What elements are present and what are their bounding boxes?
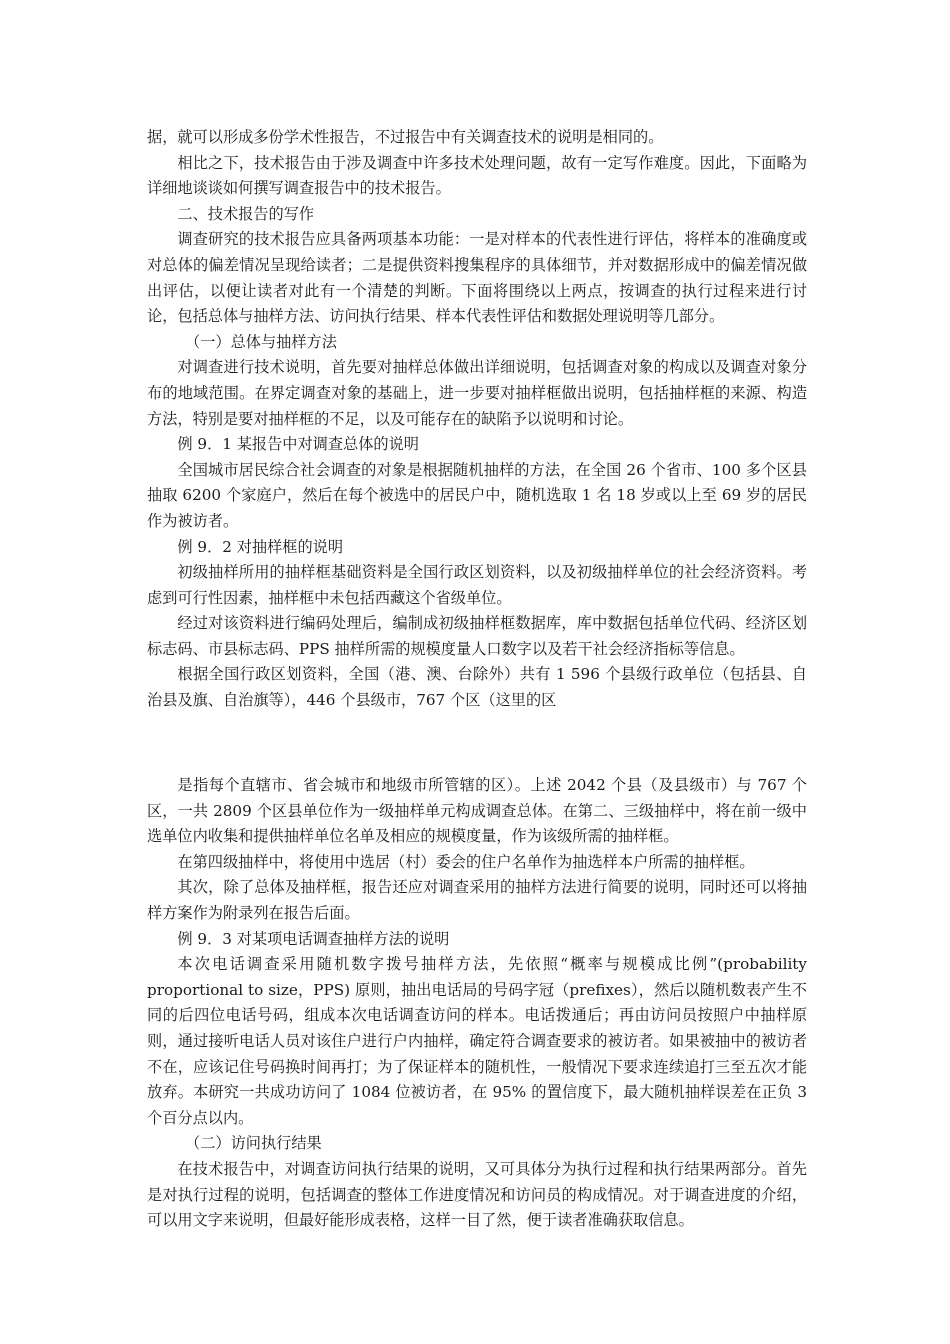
paragraph-database: 经过对该资料进行编码处理后，编制成初级抽样框数据库，库中数据包括单位代码、经济区划标志码、市县标志码、PPS 抽样所需的规模度量人口数字以及若干社会经济指标等信息。 — [147, 614, 807, 658]
paragraph-example-9-1: 全国城市居民综合社会调查的对象是根据随机抽样的方法，在全国 26 个省市、100 多个区县抽取 6200 个家庭户，然后在每个被选中的居民户中，随机选取 1 名 18 岁或以上至 69 岁的居民作为被访者。 — [147, 460, 807, 530]
text-block-upper — [147, 125, 807, 714]
example-heading-9-1: 例 9．1 某报告中对调查总体的说明 — [177, 435, 419, 454]
paragraph-admin-divisions: 根据全国行政区划资料，全国（港、澳、台除外）共有 1 596 个县级行政单位（包括县、自治县及旗、自治旗等），446 个县级市，767 个区（这里的区 — [147, 665, 807, 710]
paragraph-comparison: 相比之下，技术报告由于涉及调查中许多技术处理问题，故有一定写作难度。因此，下面略为详细地谈谈如何撰写调查报告中的技术报告。 — [147, 153, 807, 198]
paragraph-sampling-frame: 初级抽样所用的抽样框基础资料是全国行政区划资料，以及初级抽样单位的社会经济资料。考虑到可行性因素，抽样框中未包括西藏这个省级单位。 — [147, 563, 807, 607]
paragraph-functions: 调查研究的技术报告应具备两项基本功能：一是对样本的代表性进行评估，将样本的准确度或对总体的偏差情况呈现给读者；二是提供资料搜集程序的具体细节，并对数据形成中的偏差情况做出评估，以便让读者对此有一个清楚的判断。下面将围绕以上两点，按调查的执行过程来进行讨论，包括总体与抽样方法、访问执行结果、样本代表性评估和数据处理说明等几部分。 — [147, 230, 807, 326]
section-heading-technical-report: 二、技术报告的写作 — [177, 204, 315, 223]
paragraph-population: 对调查进行技术说明，首先要对抽样总体做出详细说明，包括调查对象的构成以及调查对象分布的地域范围。在界定调查对象的基础上，进一步要对抽样框做出说明，包括抽样框的来源、构造方法，特别是要对抽样框的不足，以及可能存在的缺陷予以说明和讨论。 — [147, 358, 807, 428]
example-heading-9-3: 例 9．3 对某项电话调查抽样方法的说明 — [177, 929, 450, 948]
paragraph-sampling-method: 其次，除了总体及抽样框，报告还应对调查采用的抽样方法进行简要的说明，同时还可以将抽样方案作为附录列在报告后面。 — [147, 878, 807, 922]
paragraph-interview-results: 在技术报告中，对调查访问执行结果的说明，又可具体分为执行过程和执行结果两部分。首先是对执行过程的说明，包括调查的整体工作进度情况和访问员的构成情况。对于调查进度的介绍，可以用文字来说明，但最好能形成表格，这样一目了然，便于读者准确获取信息。 — [147, 1159, 807, 1230]
example-heading-9-2: 例 9．2 对抽样框的说明 — [177, 537, 344, 556]
paragraph-districts: 是指每个直辖市、省会城市和地级市所管辖的区）。上述 2042 个县（及县级市）与 767 个区，一共 2809 个区县单位作为一级抽样单元构成调查总体。在第二、三级抽样中，将在前一级中选单位内收集和提供抽样单位名单及相应的规模度量，作为该级所需的抽样框。 — [147, 776, 807, 846]
subsection-heading-population-sampling: （一）总体与抽样方法 — [185, 332, 337, 351]
text-block-lower — [147, 773, 807, 1234]
paragraph-example-9-3: 本次电话调查采用随机数字拨号抽样方法，先依照“概率与规模成比例”(probability proportional to size，PPS) 原则，抽出电话局的号码字冠（prefixes），然后以随机数表产生不同的后四位电话号码，组成本次电话调查访问的样本。电话拨通后；再由访问员按照户中抽样原则，通过接听电话人员对该住户进行户内抽样，确定符合调查要求的被访者。如果被抽中的被访者不在，应该记住号码换时间再打；为了保证样本的随机性，一般情况下要求连续追打三至五次才能放弃。本研究一共成功访问了 1084 位被访者，在 95% 的置信度下，最大随机抽样误差在正负 3 个百分点以内。 — [147, 955, 807, 1127]
subsection-heading-interview-results: （二）访问执行结果 — [185, 1134, 322, 1153]
paragraph-fourth-stage: 在第四级抽样中，将使用中选居（村）委会的住户名单作为抽选样本户所需的抽样框。 — [177, 852, 755, 871]
paragraph-continuation: 据，就可以形成多份学术性报告，不过报告中有关调查技术的说明是相同的。 — [147, 128, 664, 146]
